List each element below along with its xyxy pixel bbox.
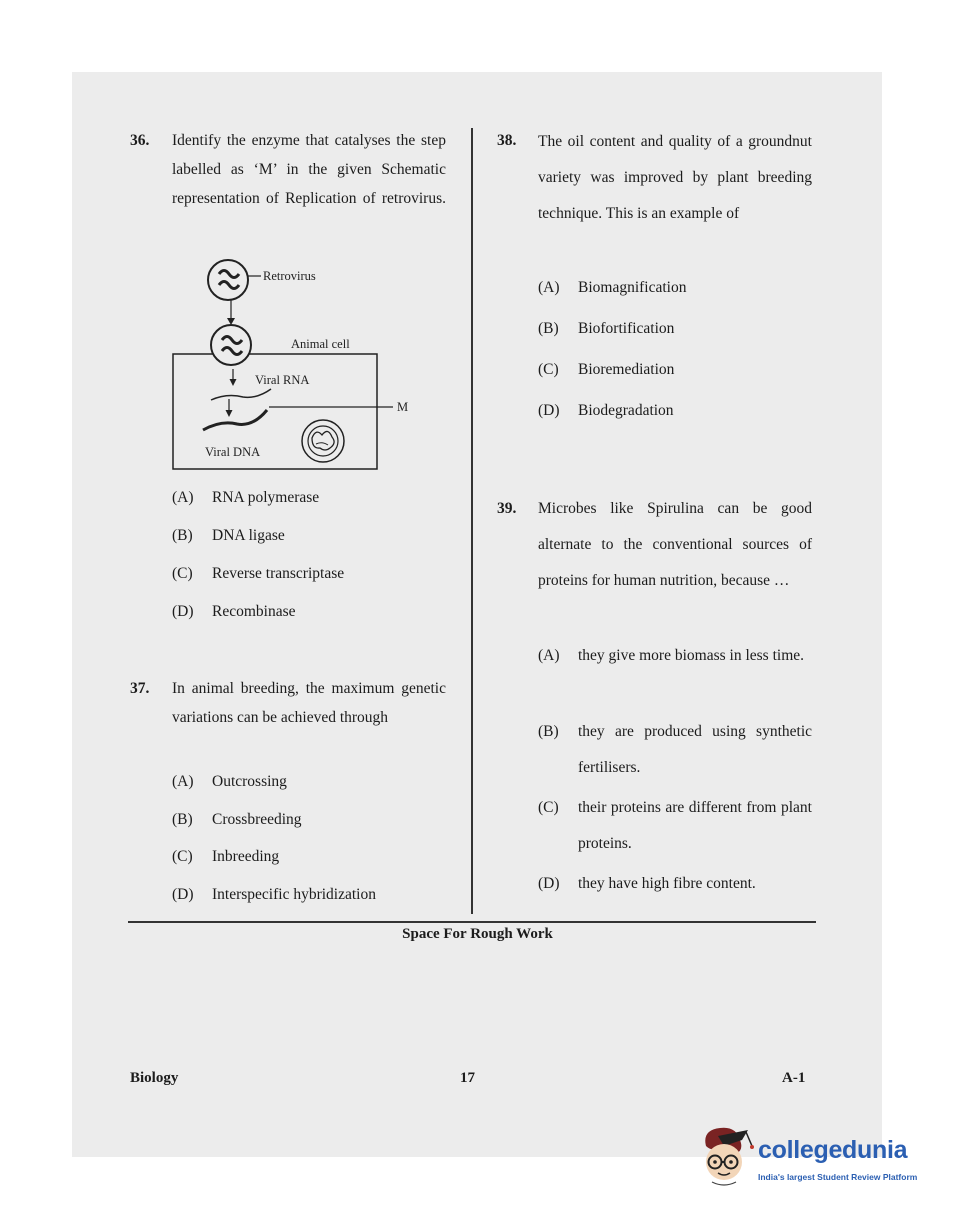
label-viral-rna: Viral RNA bbox=[255, 373, 310, 387]
option-c[interactable]: (C) their proteins are different from plant proteins. bbox=[538, 799, 812, 852]
footer-code: A-1 bbox=[782, 1070, 806, 1086]
rough-work-divider bbox=[128, 921, 816, 923]
option-c[interactable]: (C) Reverse transcriptase bbox=[172, 565, 345, 582]
retrovirus-icon bbox=[208, 260, 248, 300]
question-text: Microbes like Spirulina can be good alternate to the conventional sources of proteins for human nutrition, because … bbox=[538, 500, 812, 589]
brand-name: collegedunia bbox=[758, 1136, 908, 1164]
label-viral-dna: Viral DNA bbox=[205, 445, 261, 459]
question-number: 36. bbox=[130, 132, 150, 149]
option-b[interactable]: (B) Biofortification bbox=[538, 320, 675, 337]
option-b[interactable]: (B) DNA ligase bbox=[172, 527, 285, 544]
viral-dna-strand bbox=[203, 410, 267, 430]
option-d[interactable]: (D) Interspecific hybridization bbox=[172, 886, 376, 903]
option-c[interactable]: (C) Bioremediation bbox=[538, 361, 675, 378]
footer-subject: Biology bbox=[130, 1070, 179, 1086]
question-number: 39. bbox=[497, 500, 517, 517]
question-number: 37. bbox=[130, 680, 150, 697]
retrovirus-replication-diagram bbox=[165, 252, 425, 474]
footer-page-number: 17 bbox=[460, 1070, 475, 1086]
question-text: Identify the enzyme that catalyses the step labelled as ‘M’ in the given Schematic representation of Replication of retrovirus. bbox=[172, 132, 446, 207]
label-retrovirus: Retrovirus bbox=[263, 269, 316, 283]
brand-tagline: India's largest Student Review Platform bbox=[758, 1172, 918, 1182]
option-b[interactable]: (B) Crossbreeding bbox=[172, 811, 302, 828]
collegedunia-watermark bbox=[696, 1122, 926, 1192]
option-a[interactable]: (A) Outcrossing bbox=[172, 773, 287, 790]
virus-entering-cell-icon bbox=[211, 325, 251, 365]
viral-rna-strand bbox=[211, 389, 271, 400]
rough-work-label: Space For Rough Work bbox=[402, 926, 553, 942]
option-d[interactable]: (D) Biodegradation bbox=[538, 402, 674, 419]
option-a[interactable]: (A) Biomagnification bbox=[538, 279, 687, 296]
nucleus-icon bbox=[302, 420, 344, 462]
question-text: In animal breeding, the maximum genetic variations can be achieved through bbox=[172, 680, 446, 726]
question-text: The oil content and quality of a groundnut variety was improved by plant breeding technique. This is an example of bbox=[538, 133, 812, 222]
label-animal-cell: Animal cell bbox=[291, 337, 350, 351]
option-b[interactable]: (B) they are produced using synthetic fertilisers. bbox=[538, 723, 812, 776]
mascot-icon bbox=[696, 1124, 756, 1190]
question-number: 38. bbox=[497, 132, 517, 149]
option-d[interactable]: (D) Recombinase bbox=[172, 603, 296, 620]
option-d[interactable]: (D) they have high fibre content. bbox=[538, 875, 756, 892]
option-a[interactable]: (A) RNA polymerase bbox=[172, 489, 320, 506]
option-c[interactable]: (C) Inbreeding bbox=[172, 848, 280, 865]
label-m: M bbox=[397, 400, 409, 414]
option-a[interactable]: (A) they give more biomass in less time. bbox=[538, 647, 805, 664]
column-divider bbox=[471, 128, 473, 914]
